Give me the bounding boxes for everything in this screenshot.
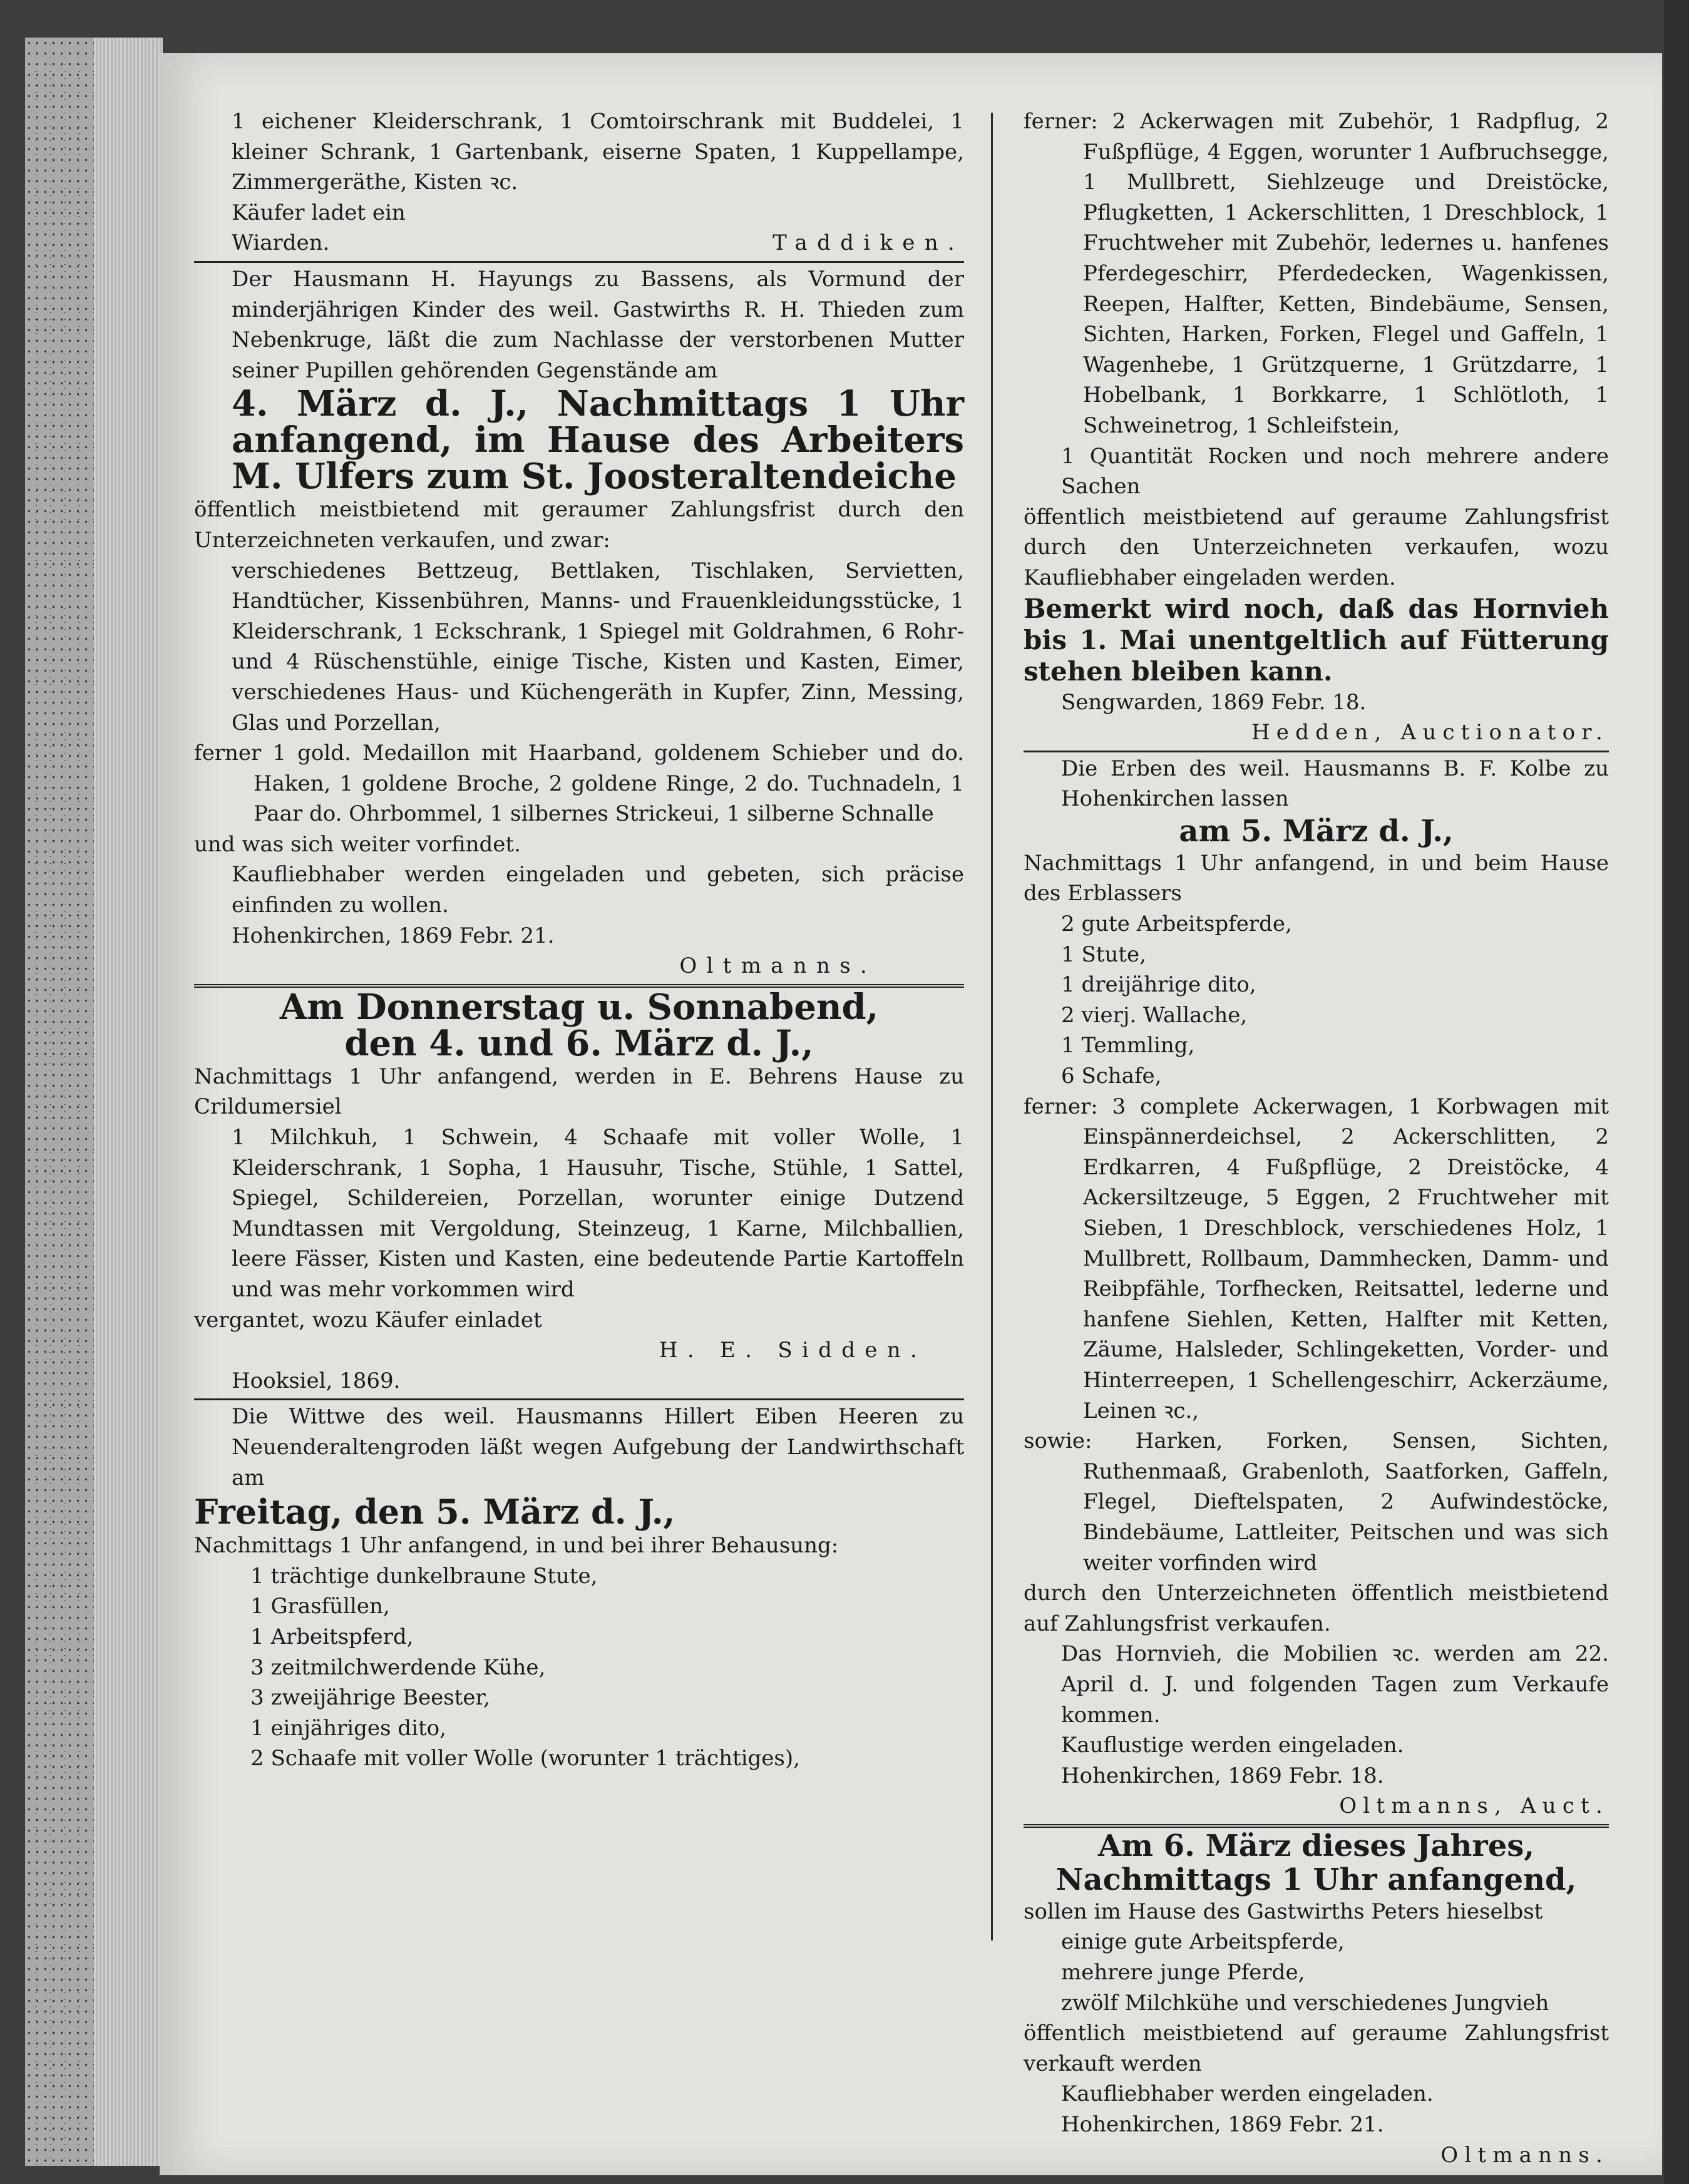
ad-body: öffentlich meistbietend auf geraume Zahlungsfrist verkauft werden [1024,2021,1609,2076]
list-item: 6 Schafe, [1061,1064,1162,1089]
ad-intro: Nachmittags 1 Uhr anfangend, werden in E. Behrens Hause zu Crildumersiel [194,1064,964,1120]
scan-background [1664,0,1689,2184]
list-item: einige gute Arbeitspferde, [1061,1929,1345,1955]
left-column [194,106,964,1774]
ad-body: Nachmittags 1 Uhr anfangend, in und bei ihrer Behausung: [194,1533,839,1559]
list-item: 1 trächtige dunkelbraune Stute, [250,1563,598,1589]
ad-quantity: 1 Quantität Rocken und noch mehrere andere Sachen [1061,443,1609,500]
ad-intro: Die Wittwe des weil. Hausmanns Hillert Eiben Heeren zu Neuenderaltengroden läßt wegen Aufgebung der Landwirthschaft am [232,1404,964,1490]
ad-headline: am 5. März d. J., [1179,813,1454,849]
ad-signature: Oltmanns. [1440,2142,1609,2168]
ad-body: öffentlich meistbietend mit geraumer Zahlungsfrist durch den Unterzeichneten verkaufen, und zwar: [194,497,964,553]
ad-outro: vergantet, wozu Käufer einladet [194,1307,542,1333]
list-item: 3 zeitmilchwerdende Kühe, [250,1654,546,1680]
ad-ferner: ferner: 3 complete Ackerwagen, 1 Korbwagen mit Einspännerdeichsel, 2 Ackerschlitten, 2 Erdkarren, 4 Fußpflüge, 2 Dreistöcke, 4 Ackersiltzeuge, 5 Eggen, 2 Fruchtweher mit Sieben, 1 Dreschblock, verschiedenes Holz, 1 Mullbrett, Rollbaum, Dammhecken, Damm- und Reibpfähle, Torfhecken, Reitsattel, lederne und hanfene Siehlen, Ketten, Halfter mit Ketten, Zäume, Halsleder, Schlingeketten, Vorder- und Hinterreepen, 1 Schellengeschirr, Ackerzäume, Leinen ꝛc., [1024,1094,1609,1423]
ad-behrens [194,984,964,1397]
ad-headline-1: Am Donnerstag u. Sonnabend, [279,986,879,1028]
ad-invite: Kauflustige werden eingeladen. [1061,1733,1404,1758]
ad-body: Nachmittags 1 Uhr anfangend, in und beim Hause des Erblassers [1024,850,1609,906]
list-item: 1 Temmling, [1061,1033,1195,1059]
ad-body: öffentlich meistbietend auf geraume Zahlungsfrist durch den Unterzeichneten verkaufen, wozu Kaufliebhaber eingeladen werden. [1024,504,1609,590]
ad-intro: Die Erben des weil. Hausmanns B. F. Kolbe zu Hohenkirchen lassen [1061,756,1609,812]
ad-invite: Käufer ladet ein [232,200,406,225]
ad-ferner: ferner: 2 Ackerwagen mit Zubehör, 1 Radpflug, 2 Fußpflüge, 4 Eggen, worunter 1 Aufbruchsegge, 1 Mullbrett, Siehlzeuge und Dreistöcke, Pflugketten, 1 Ackerschlitten, 1 Dreschblock, 1 Fruchtweher mit Zubehör, ledernes u. hanfenes Pferdegeschirr, Pferdedecken, Wagenkissen, Reepen, Halfter, Ketten, Bindebäume, Sensen, Sichten, Harken, Forken, Flegel und Gaffeln, 1 Wagenhebe, 1 Grützquerne, 1 Grützdarre, 1 Hobelbank, 1 Borkkarre, 1 Schlötloth, 1 Schweinetrog, 1 Schleifstein, [1024,109,1609,438]
ad-note: Das Hornvieh, die Mobilien ꝛc. werden am 22. April d. J. und folgenden Tagen zum Verkaufe kommen. [1061,1641,1609,1728]
ad-place: Wiarden. [232,230,330,256]
ad-outro: durch den Unterzeichneten öffentlich meistbietend auf Zahlungsfrist verkaufen. [1024,1581,1609,1636]
ad-invite: Kaufliebhaber werden eingeladen. [1061,2081,1434,2107]
list-item: 3 zweijährige Beester, [250,1685,490,1711]
ad-items: verschiedenes Bettzeug, Bettlaken, Tischlaken, Servietten, Handtücher, Kissenbühren, Manns- und Frauenkleidungsstücke, 1 Kleiderschrank, 1 Eckschrank, 1 Spiegel mit Goldrahmen, 6 Rohr- und 4 Rüschenstühle, einige Tische, Kisten und Kasten, Eimer, verschiedenes Haus- und Küchengeräth in Kupfer, Zinn, Messing, Glas und Porzellan, [232,558,964,736]
ad-intro: sollen im Hause des Gastwirths Peters hieselbst [1024,1899,1543,1924]
ad-headline-1: Am 6. März dieses Jahres, [1098,1828,1534,1864]
ad-date: Hohenkirchen, 1869 Febr. 21. [1061,2112,1384,2138]
ad-date: Sengwarden, 1869 Febr. 18. [1061,689,1367,715]
right-column [1024,106,1609,2170]
ad-signature: Taddiken. [773,230,964,256]
ad-headline: 4. März d. J., Nachmittags 1 Uhr anfangend, im Hause des Arbeiters M. Ulfers zum St. Joosteraltendeiche [232,383,964,498]
list-item: mehrere junge Pferde, [1061,1960,1305,1986]
list-item: 1 Grasfüllen, [250,1594,390,1619]
ad-date: Hohenkirchen, 1869 Febr. 18. [1061,1763,1384,1788]
ad-signature: Oltmanns, Auct. [1339,1793,1609,1819]
list-item: 2 vierj. Wallache, [1061,1002,1248,1028]
ad-peters [1024,1824,1609,2170]
ad-kolbe [1024,751,1609,1822]
ad-signature: Hedden, Auctionator. [1251,720,1609,746]
ad-signature: H. E. Sidden. [659,1338,927,1363]
list-item: 2 gute Arbeitspferde, [1061,911,1292,937]
ad-hayungs [194,261,964,982]
ad-taddiken [194,106,964,259]
column-separator [991,113,993,1940]
list-item: 1 dreijährige dito, [1061,972,1256,998]
ad-footer [194,228,964,259]
ad-headline-2: Nachmittags 1 Uhr anfangend, [1055,1862,1577,1897]
ad-intro: Der Hausmann H. Hayungs zu Bassens, als Vormund der minderjährigen Kinder des weil. Gastwirths R. H. Thieden zum Nebenkruge, läßt die zum Nachlasse der verstorbenen Mutter seiner Pupillen gehörenden Gegenstände am [232,266,964,383]
ad-ferner: ferner 1 gold. Medaillon mit Haarband, goldenem Schieber und do. Haken, 1 goldene Broche, 2 goldene Ringe, 2 do. Tuchnadeln, 1 Paar do. Ohrbommel, 1 silbernes Strickeui, 1 silberne Schnalle [194,741,964,827]
page-stack-edge [94,38,163,2166]
ad-invite: Kaufliebhaber werden eingeladen und gebeten, sich präcise einfinden zu wollen. [232,862,964,918]
ad-items: 1 Milchkuh, 1 Schwein, 4 Schaafe mit voller Wolle, 1 Kleiderschrank, 1 Sopha, 1 Hausuhr, Tische, Stühle, 1 Sattel, Spiegel, Schildereien, Porzellan, worunter einige Dutzend Mundtassen mit Vergoldung, Steinzeug, 1 Karne, Milchballien, leere Fässer, Kisten und Kasten, eine bedeutende Partie Kartoffeln und was mehr vorkommen wird [232,1125,964,1302]
list-item: 1 Arbeitspferd, [250,1624,414,1649]
list-item: zwölf Milchkühe und verschiedenes Jungvieh [1061,1990,1549,2016]
ad-heeren [194,1398,964,1774]
book-cover-edge [25,38,94,2166]
ad-place: Hooksiel, 1869. [232,1368,401,1393]
ad-rest: und was sich weiter vorfindet. [194,831,521,857]
ad-headline-2: den 4. und 6. März d. J., [344,1022,814,1064]
list-item: 1 Stute, [1061,941,1146,967]
ad-signature: Oltmanns. [679,953,876,979]
ad-date: Hohenkirchen, 1869 Febr. 21. [232,923,555,948]
ad-note: Bemerkt wird noch, daß das Hornvieh bis 1. Mai unentgeltlich auf Fütterung stehen bleiben kann. [1024,593,1609,687]
list-item: 1 einjähriges dito, [250,1715,446,1741]
ad-hedden [1024,106,1609,748]
ad-headline: Freitag, den 5. März d. J., [194,1492,675,1532]
list-item: 2 Schaafe mit voller Wolle (worunter 1 trächtiges), [250,1746,800,1771]
ad-items: 1 eichener Kleiderschrank, 1 Comtoirschrank mit Buddelei, 1 kleiner Schrank, 1 Gartenbank, eiserne Spaten, 1 Kuppellampe, Zimmergeräthe, Kisten ꝛc. [232,109,964,195]
ad-sowie: sowie: Harken, Forken, Sensen, Sichten, Ruthenmaaß, Grabenloth, Saatforken, Gaffeln, Flegel, Dieftelspaten, 2 Aufwindestöcke, Bindebäume, Lattleiter, Peitschen und was sich weiter vorfinden wird [1024,1428,1609,1576]
